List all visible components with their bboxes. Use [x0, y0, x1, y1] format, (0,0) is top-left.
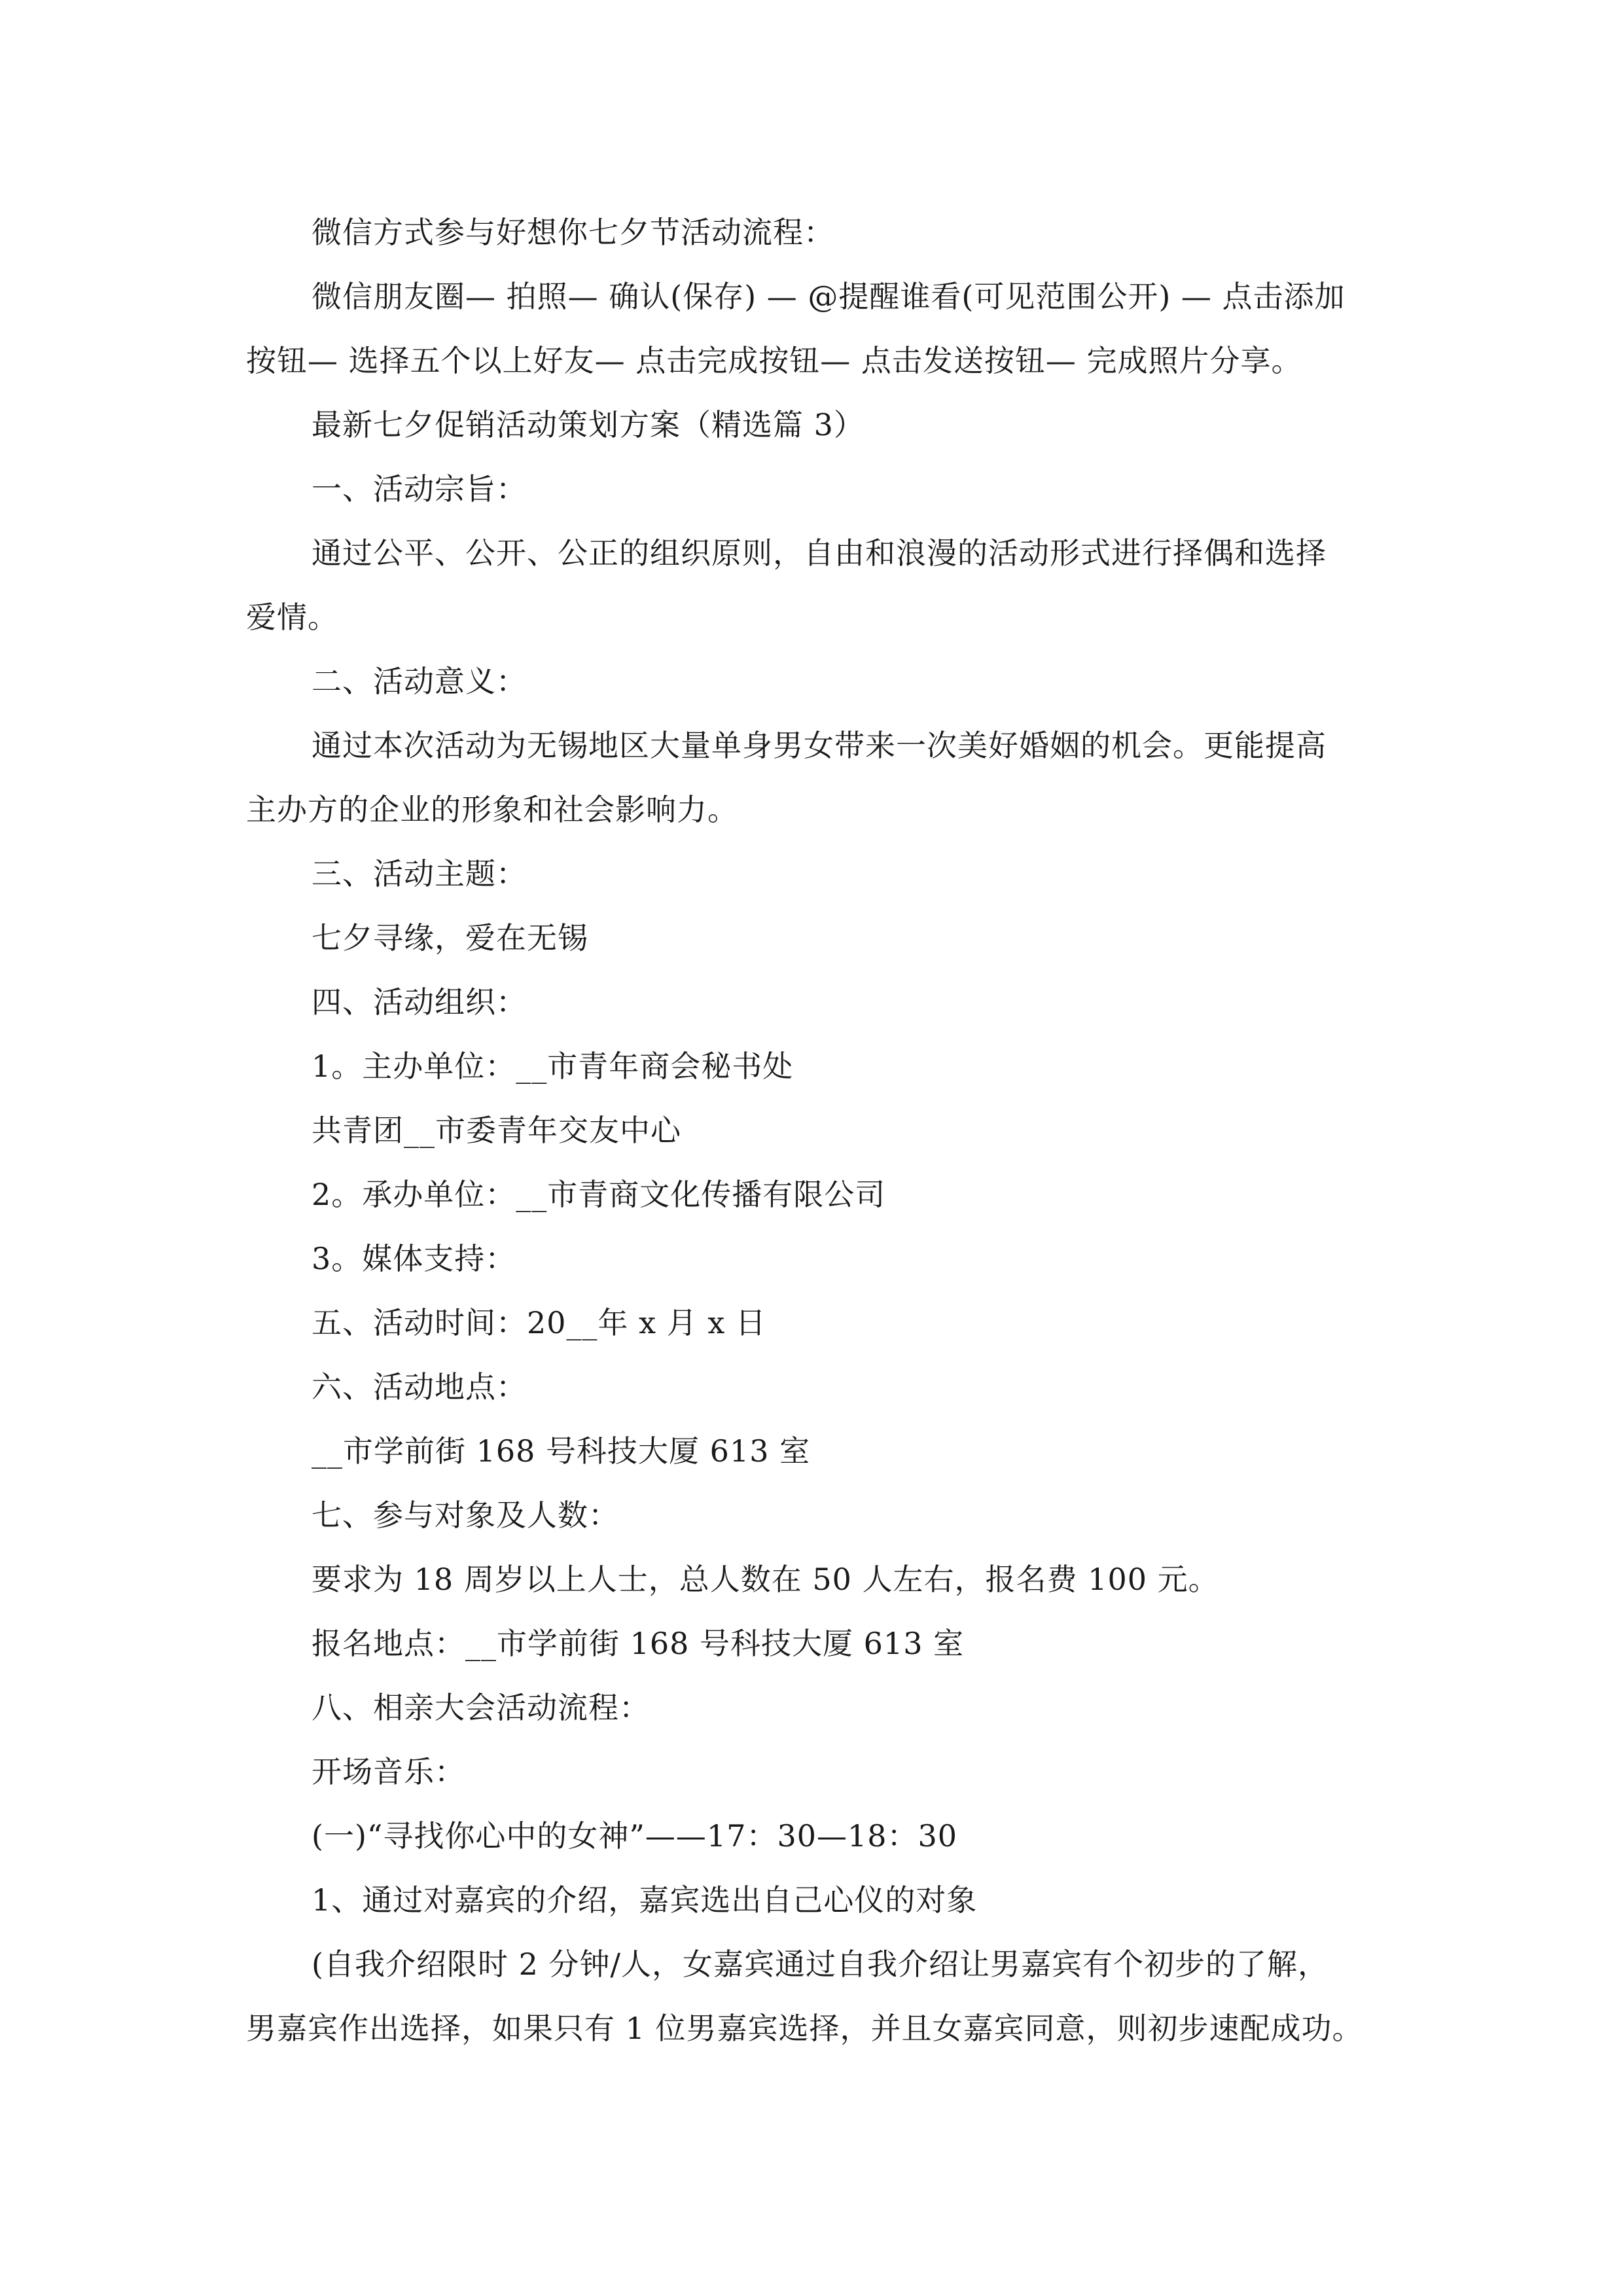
- text-line: (自我介绍限时 2 分钟/人，女嘉宾通过自我介绍让男嘉宾有个初步的了解，: [312, 1946, 1329, 1982]
- text-line: 1、通过对嘉宾的介绍，嘉宾选出自己心仪的对象: [312, 1882, 978, 1918]
- text-line: 七夕寻缘，爱在无锡: [312, 920, 588, 956]
- text-line: 主办方的企业的形象和社会影响力。: [246, 792, 738, 827]
- section-heading: 五、活动时间：20__年 x 月 x 日: [312, 1305, 766, 1340]
- text-line: 微信方式参与好想你七夕节活动流程：: [312, 215, 834, 250]
- text-line: __市学前街 168 号科技大厦 613 室: [312, 1433, 811, 1469]
- text-line: 通过公平、公开、公正的组织原则，自由和浪漫的活动形式进行择偶和选择: [312, 535, 1327, 571]
- text-line: 男嘉宾作出选择，如果只有 1 位男嘉宾选择，并且女嘉宾同意，则初步速配成功。: [246, 2011, 1363, 2046]
- text-line: 通过本次活动为无锡地区大量单身男女带来一次美好婚姻的机会。更能提高: [312, 728, 1327, 763]
- text-line: 开场音乐：: [312, 1754, 465, 1789]
- text-line: 按钮— 选择五个以上好友— 点击完成按钮— 点击发送按钮— 完成照片分享。: [246, 343, 1302, 378]
- section-heading: 一、活动宗旨：: [312, 471, 527, 507]
- text-line: 爱情。: [246, 600, 338, 635]
- section-heading: 二、活动意义：: [312, 664, 527, 699]
- section-heading: 八、相亲大会活动流程：: [312, 1690, 650, 1725]
- text-line: 报名地点：__市学前街 168 号科技大厦 613 室: [312, 1626, 965, 1661]
- text-line: 3。媒体支持：: [312, 1241, 516, 1276]
- text-line: 微信朋友圈— 拍照— 确认(保存) — @提醒谁看(可见范围公开) — 点击添加: [312, 279, 1346, 314]
- text-line: (一)“寻找你心中的女神”——17：30—18：30: [312, 1818, 958, 1854]
- text-line: 共青团__市委青年交友中心: [312, 1113, 681, 1148]
- text-line: 1。主办单位：__市青年商会秘书处: [312, 1049, 794, 1084]
- section-heading: 三、活动主题：: [312, 856, 527, 891]
- text-line: 2。承办单位：__市青商文化传播有限公司: [312, 1177, 886, 1212]
- section-title: 最新七夕促销活动策划方案（精选篇 3）: [312, 407, 865, 442]
- section-heading: 四、活动组织：: [312, 984, 527, 1020]
- section-heading: 六、活动地点：: [312, 1369, 527, 1405]
- document-page: [246, 200, 1378, 2060]
- text-line: 要求为 18 周岁以上人士，总人数在 50 人左右，报名费 100 元。: [312, 1562, 1219, 1597]
- section-heading: 七、参与对象及人数：: [312, 1498, 619, 1533]
